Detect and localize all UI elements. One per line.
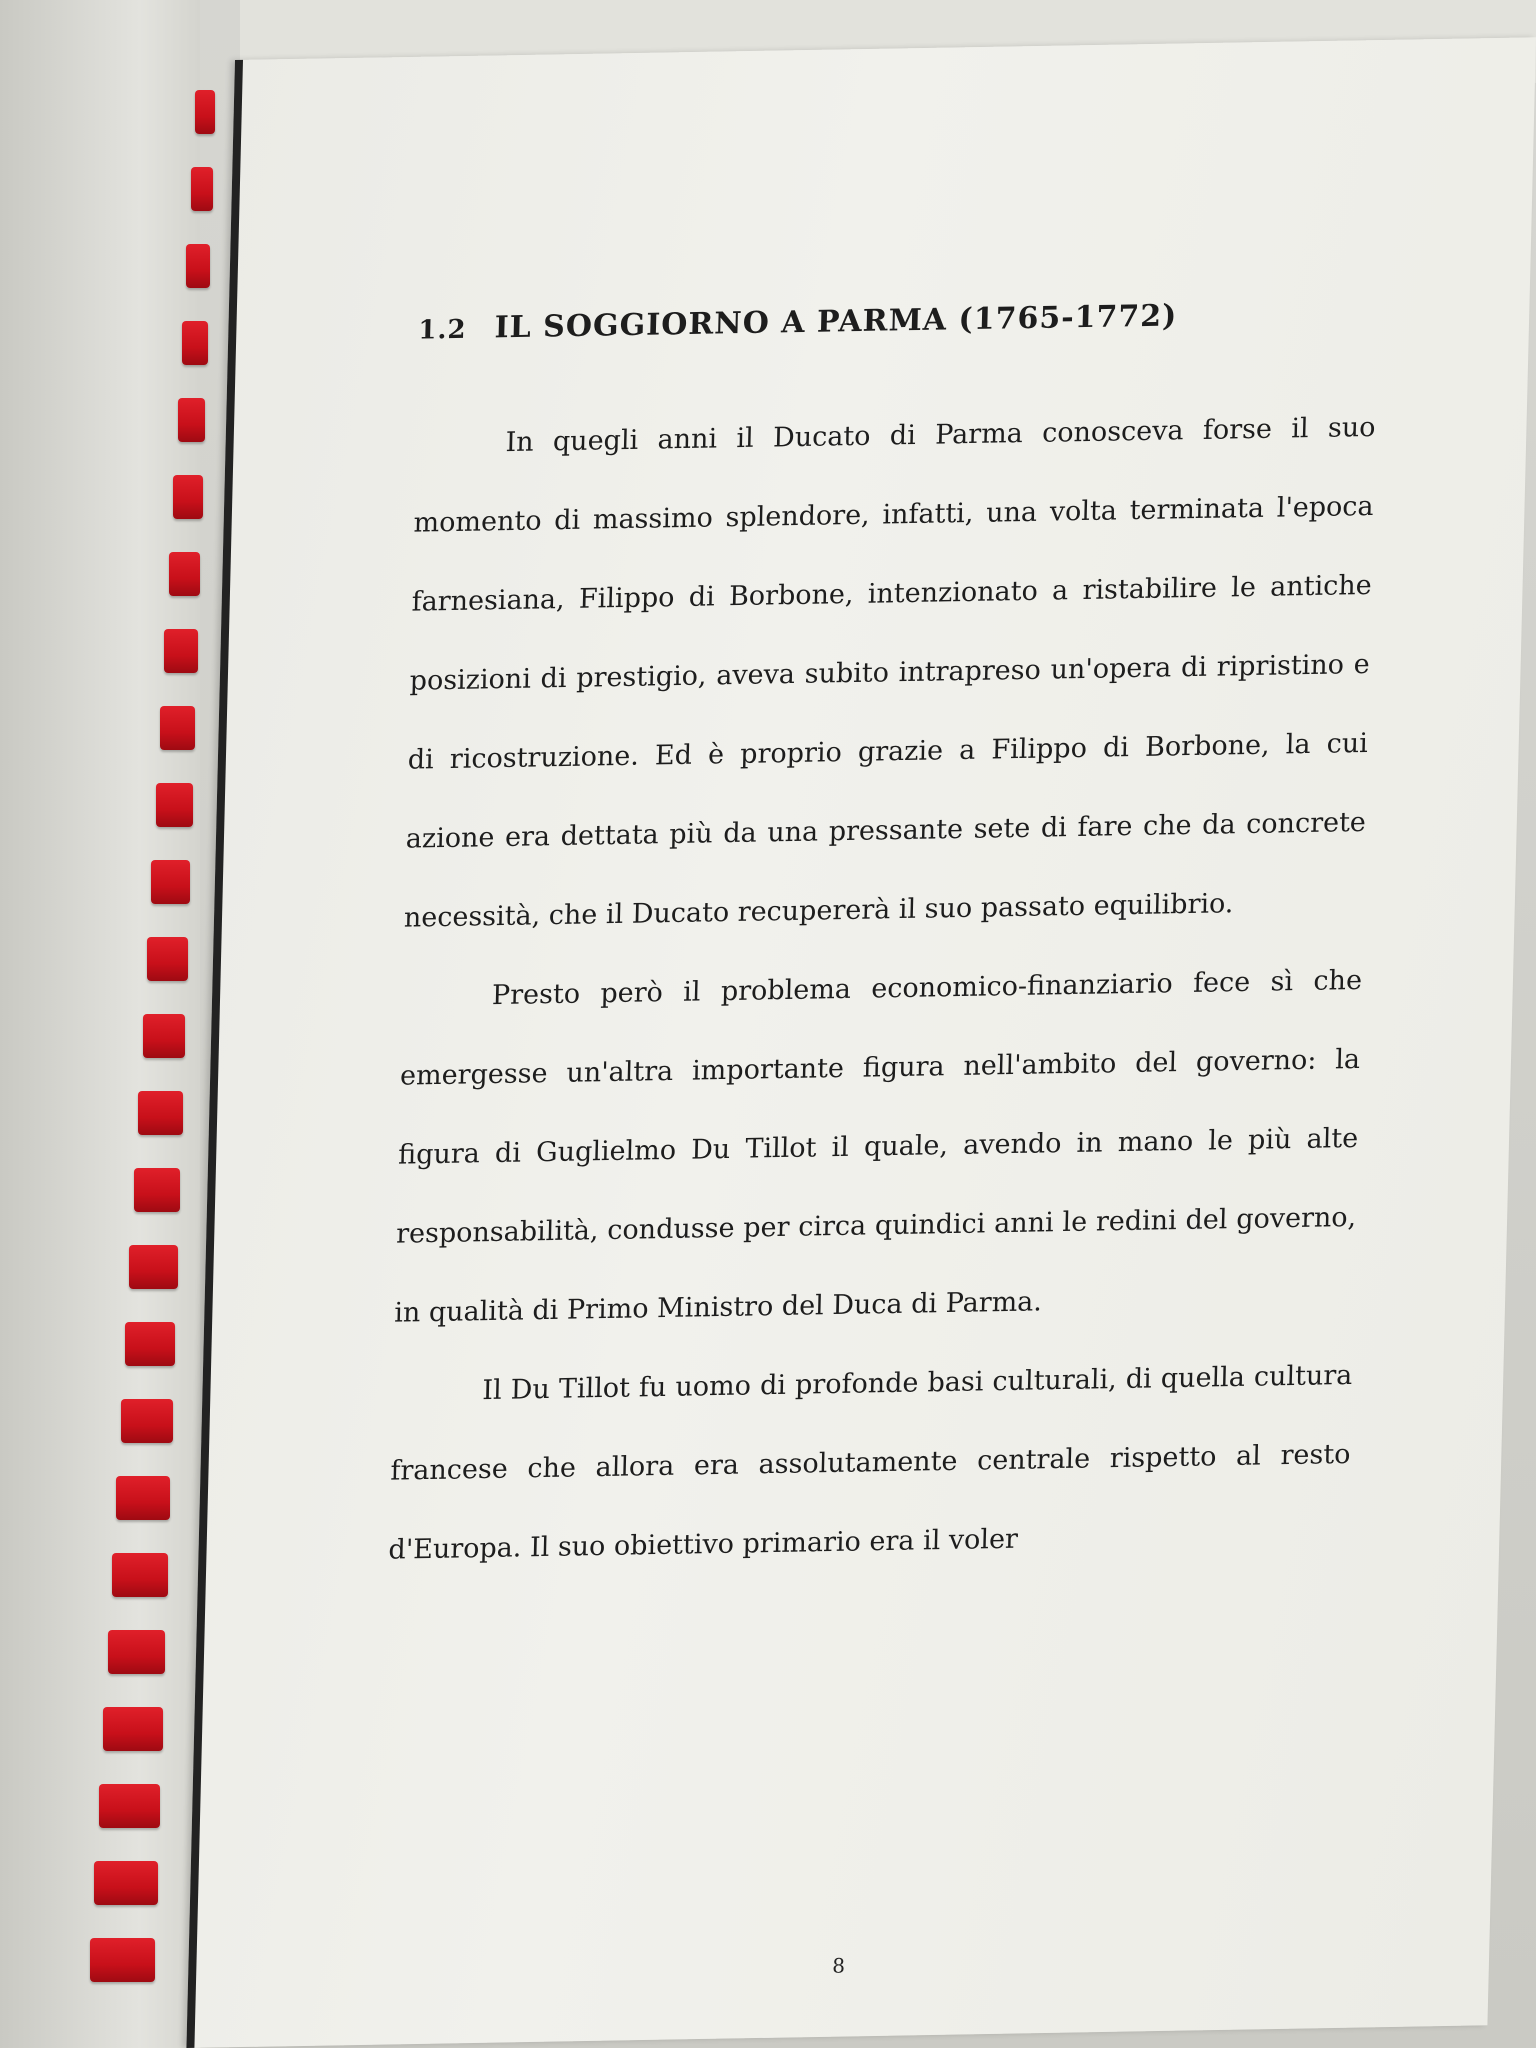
binding-coil (112, 1553, 168, 1597)
binding-coil (125, 1322, 175, 1366)
binding-coil (191, 167, 213, 211)
paragraph-2: Presto però il problema economico-finanziario fece sì che emergesse un'altra importante figura nell'ambito del governo: la figura di Guglielmo Du Tillot il quale, avendo in mano le più alte responsabilità, condusse per circa quindici anni le redini del governo, in qualità di Primo Ministro del Duca di Parma. (393, 964, 1363, 1329)
page-content (388, 295, 1379, 1590)
binding-coil (94, 1861, 157, 1905)
binding-coil (129, 1245, 177, 1289)
binding-coil (147, 937, 188, 981)
binding-coil (182, 321, 208, 365)
binding-coil (195, 90, 215, 134)
section-number: 1.2 (417, 314, 467, 346)
binding-coil (90, 1938, 155, 1982)
binding-coil (108, 1630, 166, 1674)
binding-coil (160, 706, 195, 750)
paragraph-3: Il Du Tillot fu uomo di profonde basi culturali, di quella cultura francese che allora era assolutamente centrale rispetto al resto d'Europa. Il suo obiettivo primario era il voler (388, 1359, 1353, 1566)
binding-coil (116, 1476, 170, 1520)
binding-coil (121, 1399, 173, 1443)
binding-coil (143, 1014, 186, 1058)
binding-coil (186, 244, 210, 288)
section-heading (418, 295, 1379, 347)
page-number: 8 (831, 1953, 846, 1978)
binding-coil (134, 1168, 180, 1212)
binding-coil (164, 629, 197, 673)
binding-coil (173, 475, 202, 519)
binding-coil (169, 552, 200, 596)
binding-coil (156, 783, 193, 827)
binding-coil (151, 860, 190, 904)
binding-coil (99, 1784, 160, 1828)
section-title: IL SOGGIORNO A PARMA (1765-1772) (494, 298, 1178, 346)
binding-coil (138, 1091, 182, 1135)
spiral-binding (60, 90, 210, 2048)
paragraph-1: In quegli anni il Ducato di Parma conosceva forse il suo momento di massimo splendore, infatti, una volta terminata l'epoca farnesiana, Filippo di Borbone, intenzionato a ristabilire le antiche posizioni di prestigio, aveva subito intrapreso un'opera di ripristino e di ricostruzione. Ed è proprio grazie a Filippo di Borbone, la cui azione era dettata più da una pressante sete di fare che da concrete necessità, che il Ducato recupererà il suo passato equilibrio. (403, 411, 1376, 934)
binding-coil (178, 398, 206, 442)
binding-coil (103, 1707, 162, 1751)
document-page (186, 37, 1536, 2048)
